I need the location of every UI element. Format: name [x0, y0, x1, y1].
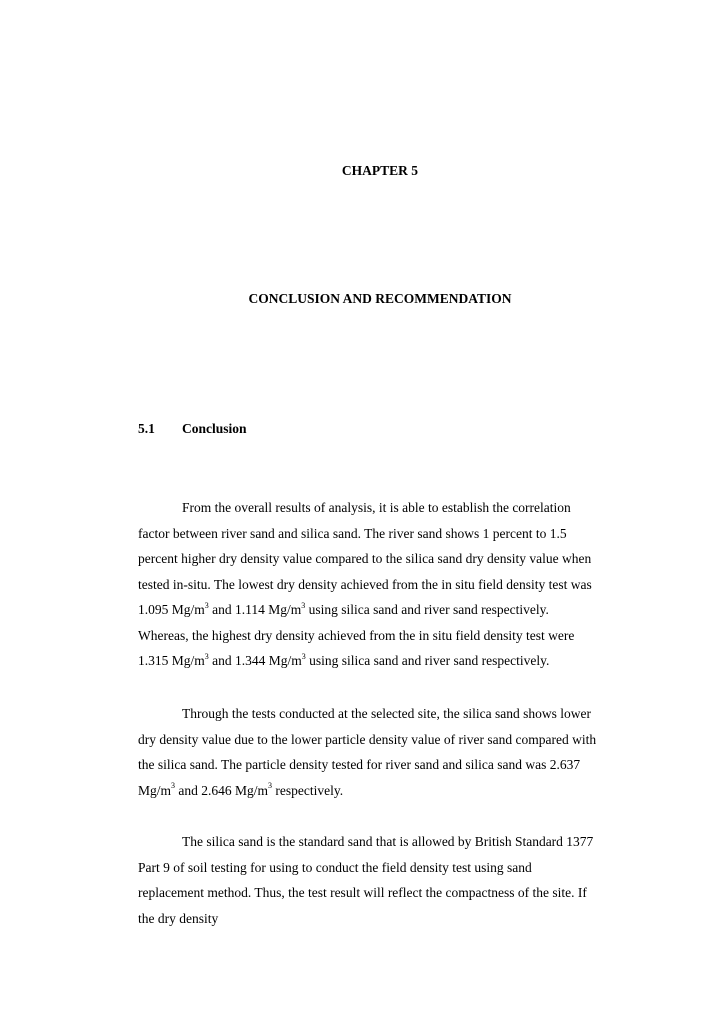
- paragraph-line: The silica sand is the standard sand that is allowed by British Standard 1377: [182, 834, 594, 849]
- section-number: 5.1: [138, 421, 155, 436]
- paragraph-line: the dry density: [138, 910, 219, 926]
- paragraph-line: Whereas, the highest dry density achieved from the in situ field density test were: [138, 627, 575, 643]
- text-run: and 2.646 Mg/m: [175, 782, 269, 798]
- text-run: and 1.344 Mg/m: [208, 653, 302, 668]
- text-run: respectively.: [272, 782, 344, 798]
- paragraph-line: [138, 782, 343, 800]
- text-run: using silica sand and river sand respectively.: [305, 653, 550, 668]
- paragraph-line: [138, 652, 549, 670]
- paragraph-line: tested in-situ. The lowest dry density achieved from the in situ field density test was: [138, 576, 592, 592]
- paragraph-line: From the overall results of analysis, it is able to establish the correlation: [182, 500, 571, 515]
- superscript: 3: [268, 781, 273, 790]
- paragraph-line: percent higher dry density value compared to the silica sand dry density value when: [138, 551, 592, 566]
- superscript: 3: [204, 651, 209, 661]
- superscript: 3: [171, 781, 176, 790]
- superscript: 3: [204, 600, 209, 610]
- section-heading: [138, 421, 247, 437]
- chapter-label: CHAPTER 5: [341, 163, 419, 178]
- paragraph-line: [138, 601, 549, 619]
- text-run: Mg/m: [138, 782, 172, 798]
- paragraph-line: the silica sand. The particle density tested for river sand and silica sand was 2.637: [138, 757, 581, 772]
- text-run: 1.315 Mg/m: [138, 653, 205, 668]
- text-run: using silica sand and river sand respectively.: [305, 602, 549, 617]
- superscript: 3: [301, 651, 306, 661]
- section-title: Conclusion: [182, 421, 247, 436]
- paragraph-line: Part 9 of soil testing for using to conduct the field density test using sand: [138, 859, 532, 875]
- superscript: 3: [301, 600, 306, 610]
- paragraph-line: dry density value due to the lower particle density value of river sand compared with: [138, 731, 597, 747]
- paragraph-line: Through the tests conducted at the selected site, the silica sand shows lower: [182, 706, 592, 721]
- chapter-title: CONCLUSION AND RECOMMENDATION: [248, 291, 512, 306]
- text-run: 1.095 Mg/m: [138, 602, 205, 617]
- text-run: and 1.114 Mg/m: [208, 602, 302, 617]
- paragraph-line: factor between river sand and silica sand. The river sand shows 1 percent to 1.5: [138, 525, 567, 541]
- paragraph-line: replacement method. Thus, the test result will reflect the compactness of the site. If: [138, 885, 587, 900]
